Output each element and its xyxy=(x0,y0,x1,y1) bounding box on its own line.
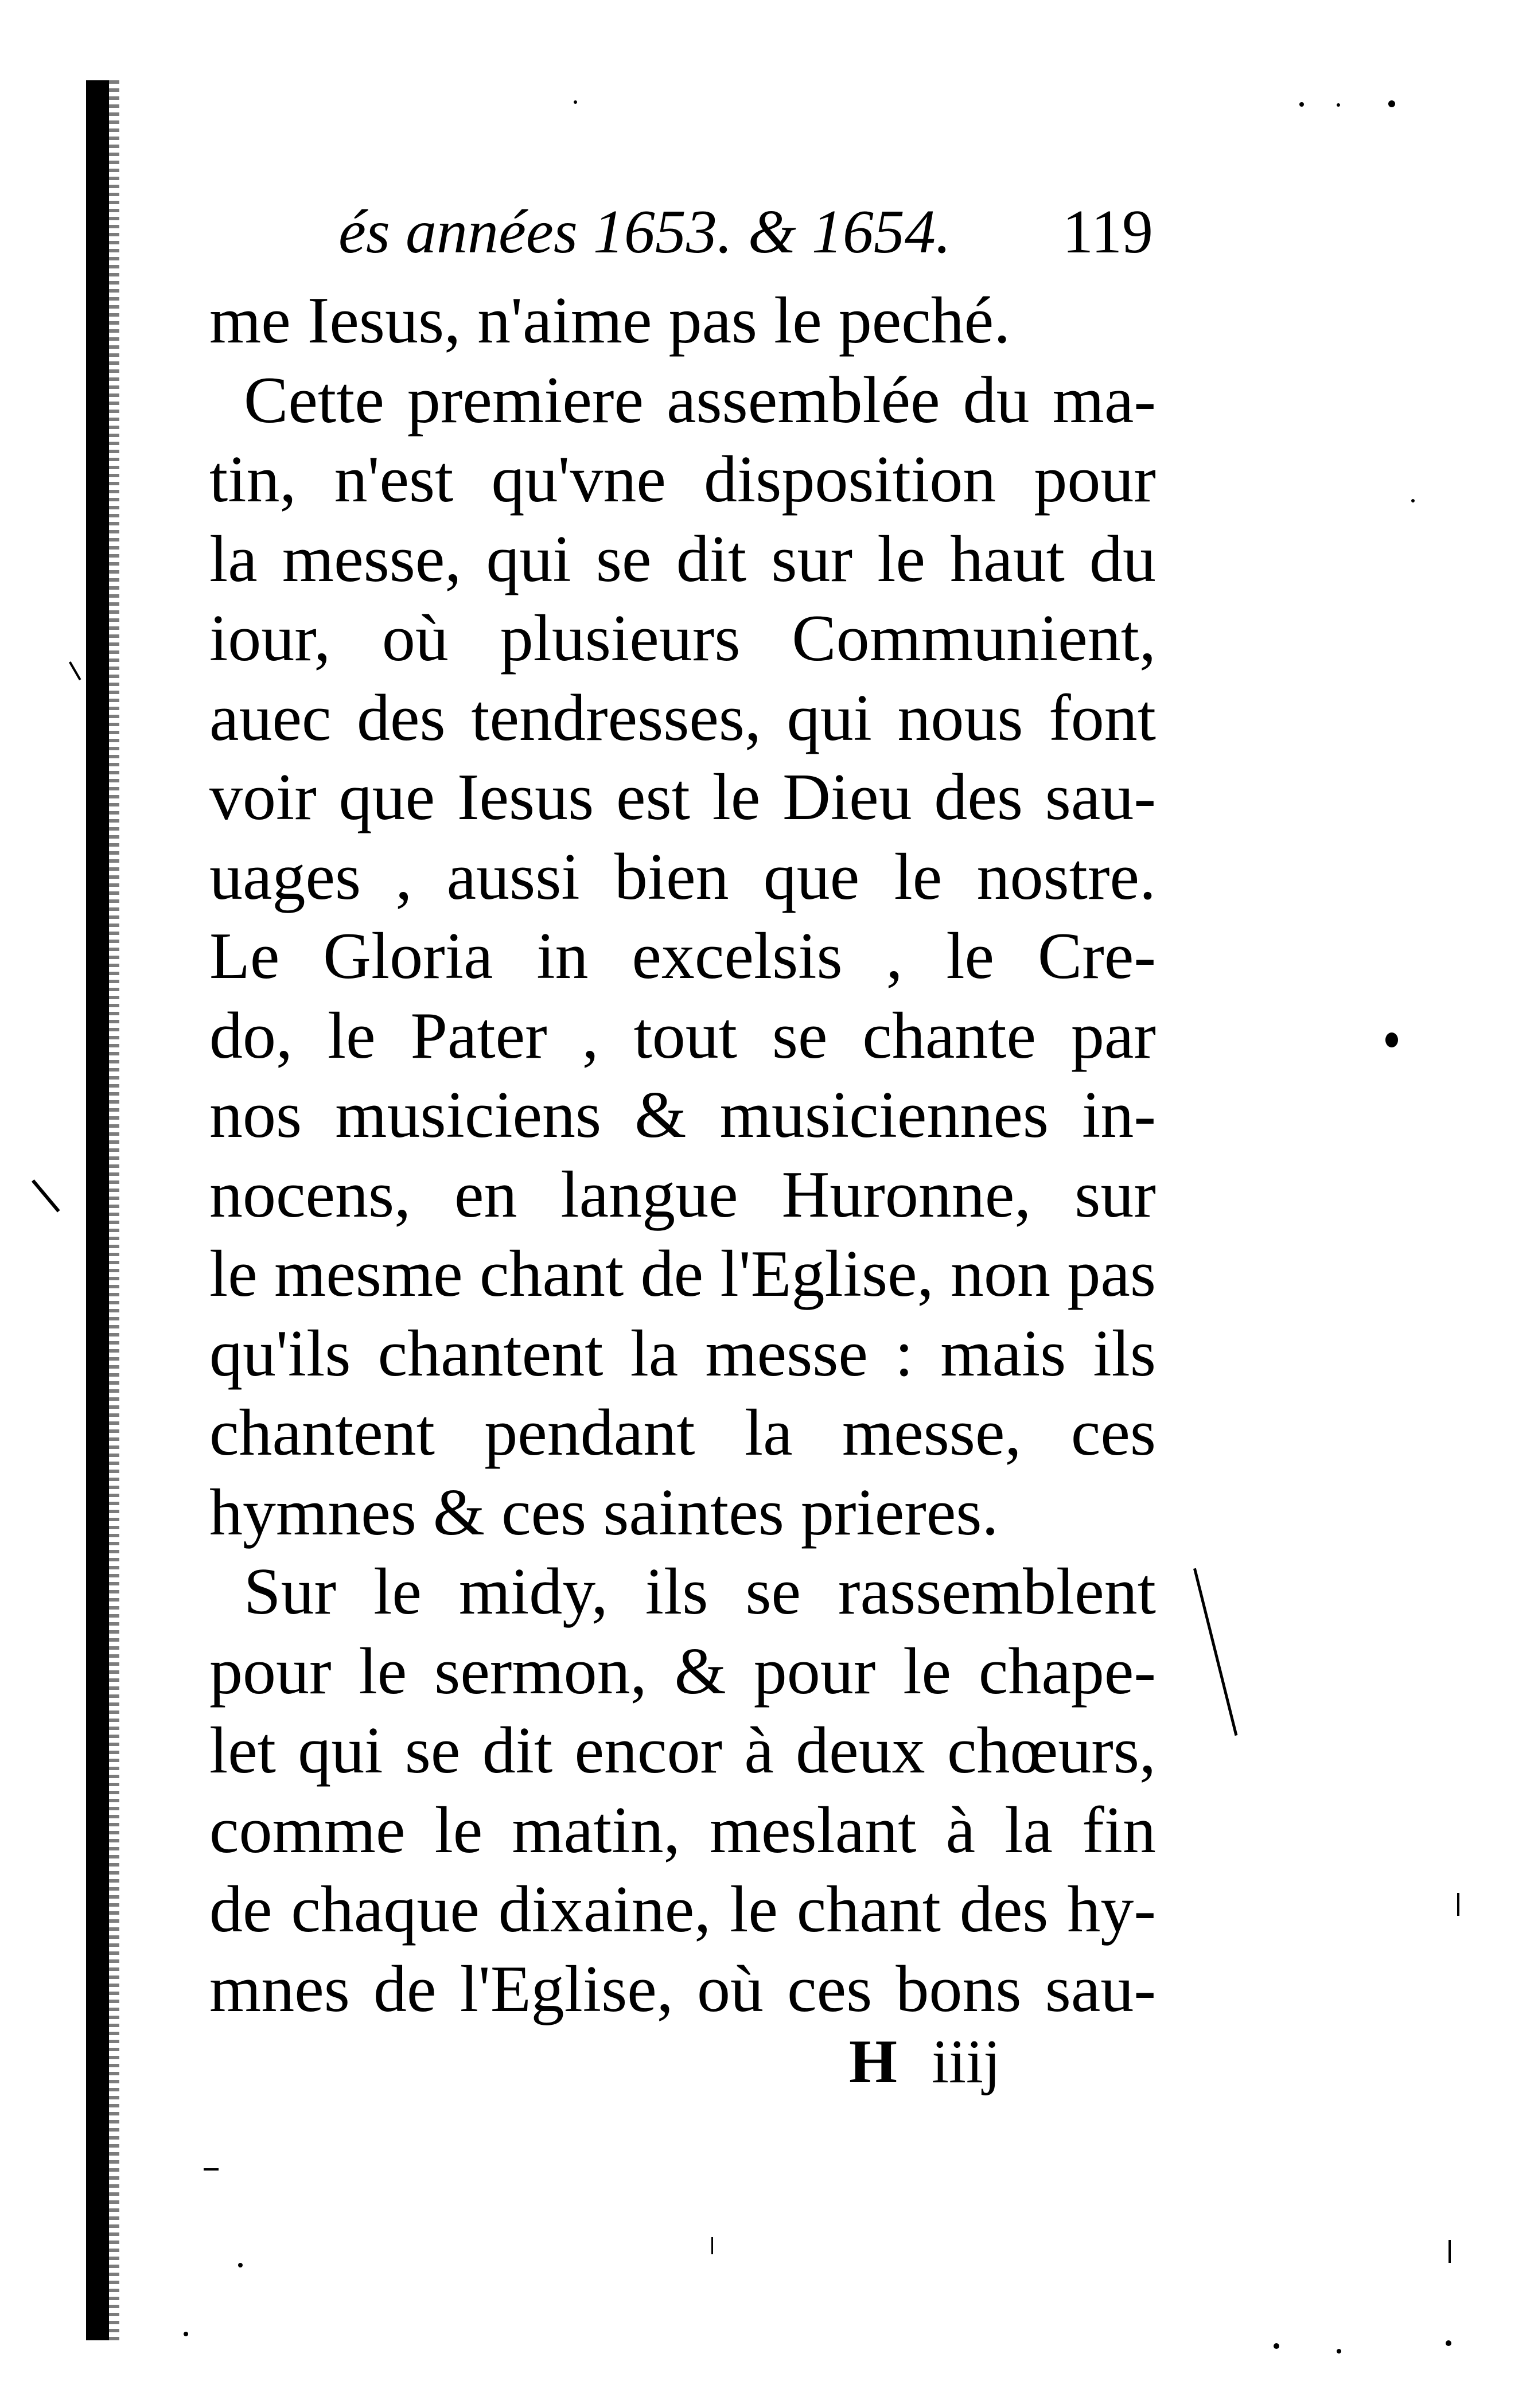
scan-stroke xyxy=(1457,1893,1459,1916)
page-header xyxy=(338,189,1153,275)
text-line: la messe, qui se dit sur le haut du xyxy=(209,522,1156,596)
text-line: mnes de l'Eglise, où ces bons sau- xyxy=(209,1952,1156,2026)
text-line: do, le Pater , tout se chante par xyxy=(209,999,1156,1073)
signature-mark xyxy=(849,2019,1000,2105)
signature-letter: H xyxy=(849,2028,898,2096)
text-line: chantent pendant la messe, ces xyxy=(209,1396,1156,1470)
scan-speck xyxy=(1446,2340,1451,2346)
text-line: nos musiciens & musiciennes in- xyxy=(209,1078,1156,1152)
scan-speck xyxy=(1385,1032,1398,1047)
scan-stroke xyxy=(69,661,81,680)
gutter-shadow xyxy=(86,80,109,2340)
text-line: Sur le midy, ils se rassemblent xyxy=(244,1555,1156,1628)
page-number: 119 xyxy=(1062,198,1153,266)
text-line: uages , aussi bien que le nostre. xyxy=(209,840,1156,914)
scan-stroke xyxy=(1193,1568,1237,1736)
signature-number: iiij xyxy=(932,2028,1001,2096)
scan-speck xyxy=(1274,2343,1279,2349)
text-line: Cette premiere assemblée du ma- xyxy=(244,363,1156,437)
body-text xyxy=(209,281,1156,2029)
scan-stroke xyxy=(711,2237,713,2254)
gutter-edge xyxy=(109,80,119,2340)
scan-speck xyxy=(1299,102,1304,107)
scan-speck xyxy=(1388,100,1395,107)
scan-speck xyxy=(574,100,577,104)
text-line: voir que Iesus est le Dieu des sau- xyxy=(209,761,1156,834)
text-line: hymnes & ces saintes prieres. xyxy=(209,1475,999,1549)
scan-speck xyxy=(1337,103,1340,107)
text-line: le mesme chant de l'Eglise, non pas xyxy=(209,1237,1156,1311)
text-line: let qui se dit encor à deux chœurs, xyxy=(209,1714,1156,1787)
scan-speck xyxy=(1411,499,1415,502)
scan-speck xyxy=(238,2263,243,2267)
text-line: tin, n'est qu'vne disposition pour xyxy=(209,443,1156,516)
text-line: comme le matin, meslant à la fin xyxy=(209,1793,1156,1867)
text-line: auec des tendresses, qui nous font xyxy=(209,681,1156,755)
text-line: Le Gloria in excelsis , le Cre- xyxy=(209,919,1156,993)
scan-stroke xyxy=(204,2168,219,2171)
scan-speck xyxy=(1337,2349,1341,2354)
text-line: me Iesus, n'aime pas le peché. xyxy=(209,284,1011,357)
text-line: pour le sermon, & pour le chape- xyxy=(209,1634,1156,1708)
scan-stroke xyxy=(1449,2240,1451,2263)
scan-speck xyxy=(184,2332,188,2336)
text-line: nocens, en langue Huronne, sur xyxy=(209,1158,1156,1232)
text-line: iour, où plusieurs Communient, xyxy=(209,602,1156,675)
text-line: qu'ils chantent la messe : mais ils xyxy=(209,1316,1156,1390)
running-head: és années 1653. & 1654. xyxy=(338,198,951,266)
text-line: de chaque dixaine, le chant des hy- xyxy=(209,1873,1156,1946)
scan-stroke xyxy=(32,1179,60,1212)
